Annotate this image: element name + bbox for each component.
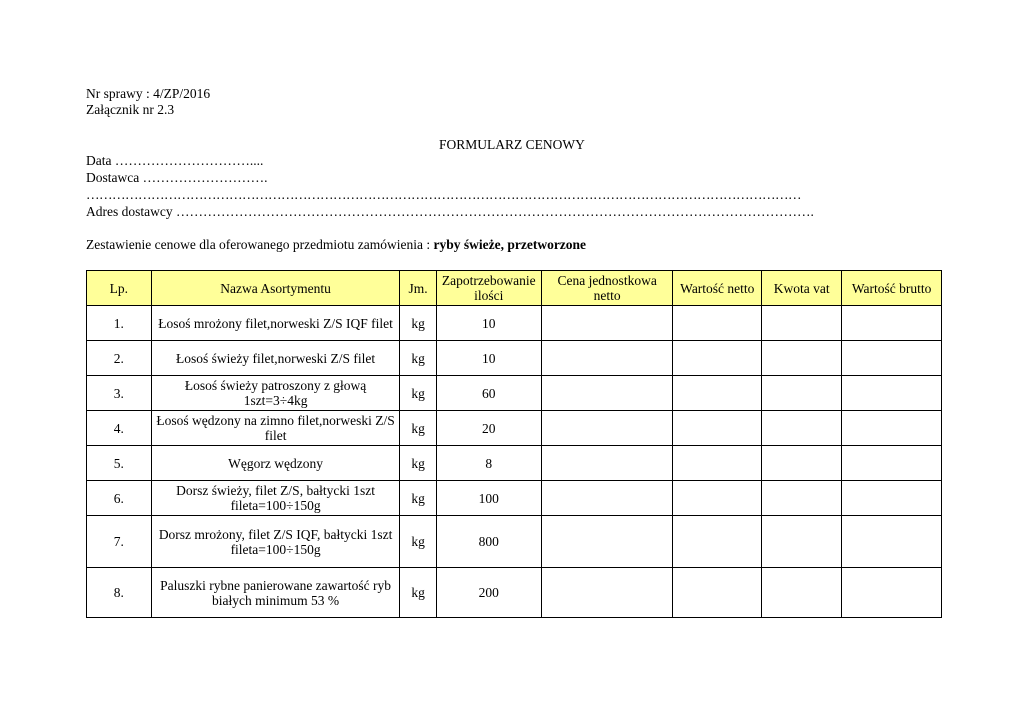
cell-gross-value[interactable]	[842, 306, 942, 341]
cell-net-value[interactable]	[673, 568, 762, 618]
cell-quantity: 200	[436, 568, 541, 618]
cell-quantity: 10	[436, 306, 541, 341]
date-field: Data …………………………....	[86, 153, 264, 168]
table-row	[87, 376, 942, 411]
cell-name: Dorsz mrożony, filet Z/S IQF, bałtycki 1szt fileta=100÷150g	[151, 516, 400, 568]
cell-quantity: 800	[436, 516, 541, 568]
supplier-field: Dostawca ……………………….	[86, 170, 268, 185]
price-table	[86, 270, 942, 618]
header-gross-value: Wartość brutto	[842, 271, 942, 306]
table-row	[87, 446, 942, 481]
cell-quantity: 100	[436, 481, 541, 516]
header-name: Nazwa Asortymentu	[151, 271, 400, 306]
cell-quantity: 8	[436, 446, 541, 481]
cell-net-value[interactable]	[673, 341, 762, 376]
cell-unit: kg	[400, 516, 436, 568]
cell-lp: 4.	[87, 411, 152, 446]
cell-net-value[interactable]	[673, 446, 762, 481]
cell-unit-price[interactable]	[541, 481, 673, 516]
cell-unit: kg	[400, 341, 436, 376]
cell-unit-price[interactable]	[541, 341, 673, 376]
cell-unit: kg	[400, 376, 436, 411]
cell-quantity: 60	[436, 376, 541, 411]
cell-quantity: 10	[436, 341, 541, 376]
table-row	[87, 481, 942, 516]
cell-lp: 2.	[87, 341, 152, 376]
cell-vat-amount[interactable]	[762, 568, 842, 618]
cell-net-value[interactable]	[673, 516, 762, 568]
cell-vat-amount[interactable]	[762, 516, 842, 568]
cell-unit: kg	[400, 481, 436, 516]
cell-unit: kg	[400, 306, 436, 341]
header-unit-price: Cena jednostkowa netto	[541, 271, 673, 306]
attachment-number: Załącznik nr 2.3	[86, 102, 175, 117]
cell-name: Dorsz świeży, filet Z/S, bałtycki 1szt fileta=100÷150g	[151, 481, 400, 516]
table-row	[87, 411, 942, 446]
form-title: FORMULARZ CENOWY	[439, 137, 585, 152]
cell-lp: 7.	[87, 516, 152, 568]
cell-name: Łosoś wędzony na zimno filet,norweski Z/S filet	[151, 411, 400, 446]
case-number: Nr sprawy : 4/ZP/2016	[86, 86, 211, 101]
cell-name: Węgorz wędzony	[151, 446, 400, 481]
cell-net-value[interactable]	[673, 306, 762, 341]
header-net-value: Wartość netto	[673, 271, 762, 306]
cell-unit-price[interactable]	[541, 568, 673, 618]
header-quantity: Zapotrzebowanie ilości	[436, 271, 541, 306]
cell-unit-price[interactable]	[541, 516, 673, 568]
cell-lp: 5.	[87, 446, 152, 481]
cell-unit-price[interactable]	[541, 306, 673, 341]
cell-net-value[interactable]	[673, 376, 762, 411]
cell-unit-price[interactable]	[541, 446, 673, 481]
cell-vat-amount[interactable]	[762, 376, 842, 411]
cell-lp: 1.	[87, 306, 152, 341]
table-row	[87, 341, 942, 376]
header-unit: Jm.	[400, 271, 436, 306]
cell-lp: 8.	[87, 568, 152, 618]
cell-vat-amount[interactable]	[762, 411, 842, 446]
cell-lp: 3.	[87, 376, 152, 411]
summary-subject: ryby świeże, przetworzone	[433, 237, 587, 252]
cell-gross-value[interactable]	[842, 481, 942, 516]
cell-gross-value[interactable]	[842, 516, 942, 568]
cell-unit: kg	[400, 411, 436, 446]
cell-vat-amount[interactable]	[762, 481, 842, 516]
table-header-row	[87, 271, 942, 306]
summary-line	[86, 237, 586, 253]
cell-name: Łosoś mrożony filet,norweski Z/S IQF filet	[151, 306, 400, 341]
cell-gross-value[interactable]	[842, 376, 942, 411]
cell-name: Paluszki rybne panierowane zawartość ryb białych minimum 53 %	[151, 568, 400, 618]
cell-net-value[interactable]	[673, 481, 762, 516]
cell-unit-price[interactable]	[541, 411, 673, 446]
table-row	[87, 306, 942, 341]
cell-gross-value[interactable]	[842, 411, 942, 446]
cell-gross-value[interactable]	[842, 341, 942, 376]
cell-name: Łosoś świeży filet,norweski Z/S filet	[151, 341, 400, 376]
cell-lp: 6.	[87, 481, 152, 516]
cell-gross-value[interactable]	[842, 568, 942, 618]
header-lp: Lp.	[87, 271, 152, 306]
summary-prefix: Zestawienie cenowe dla oferowanego przedmiotu zamówienia :	[86, 237, 434, 252]
cell-unit-price[interactable]	[541, 376, 673, 411]
cell-quantity: 20	[436, 411, 541, 446]
cell-unit: kg	[400, 446, 436, 481]
cell-vat-amount[interactable]	[762, 306, 842, 341]
table-row	[87, 568, 942, 618]
table-row	[87, 516, 942, 568]
cell-name: Łosoś świeży patroszony z głową 1szt=3÷4kg	[151, 376, 400, 411]
cell-gross-value[interactable]	[842, 446, 942, 481]
cell-vat-amount[interactable]	[762, 446, 842, 481]
supplier-address-field: Adres dostawcy …………………………………………………………………………………………………………………………….	[86, 204, 814, 219]
cell-vat-amount[interactable]	[762, 341, 842, 376]
header-vat-amount: Kwota vat	[762, 271, 842, 306]
supplier-field-continuation: …………………………………………………………………………………………………………………………………………………	[86, 187, 801, 202]
cell-unit: kg	[400, 568, 436, 618]
cell-net-value[interactable]	[673, 411, 762, 446]
